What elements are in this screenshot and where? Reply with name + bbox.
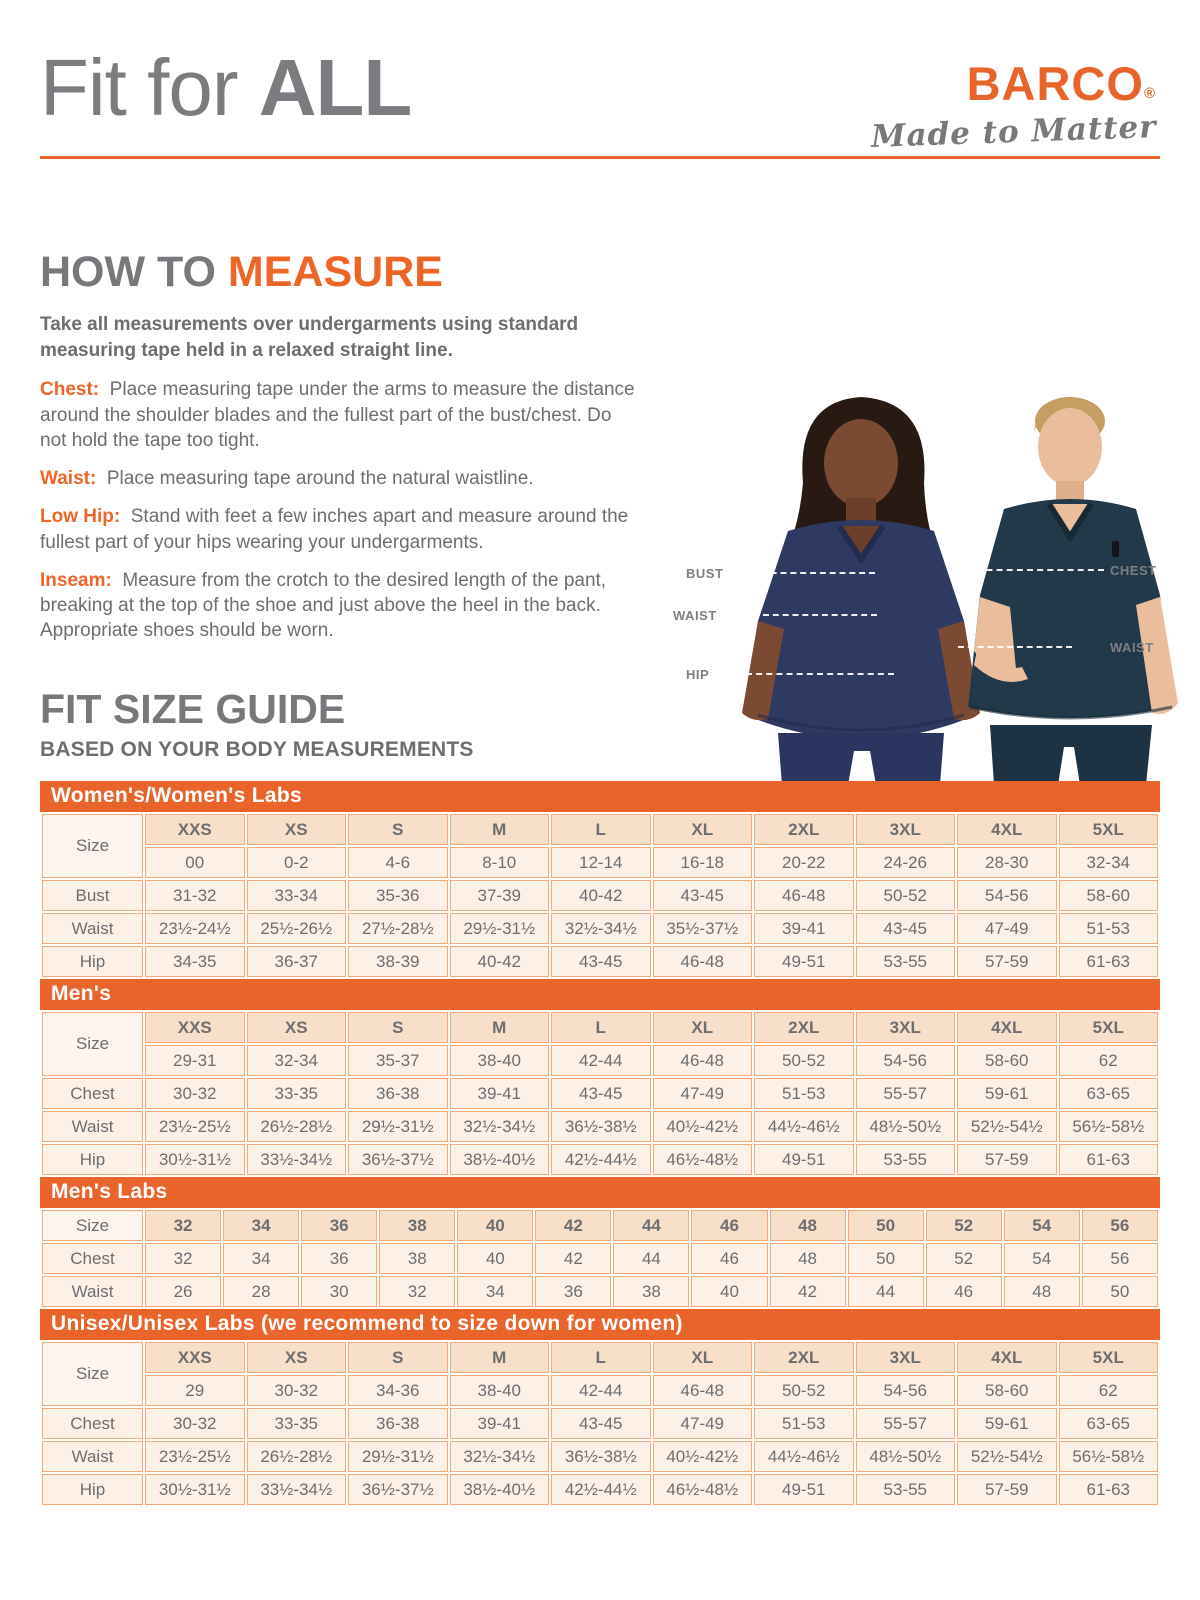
measurement-cell: 36½-38½ <box>551 1111 651 1142</box>
measure-item-label: Low Hip: <box>40 506 121 528</box>
measure-item-text: Place measuring tape around the natural waistline. <box>96 468 534 490</box>
row-label-cell: Waist <box>42 1276 143 1307</box>
measure-row-chest <box>42 1243 1158 1274</box>
size-letter-cell: 34 <box>223 1210 299 1241</box>
fit-size-guide-subheading: BASED ON YOUR BODY MEASUREMENTS <box>40 738 474 761</box>
measurement-cell: 34 <box>457 1276 533 1307</box>
size-number-cell: 32-34 <box>247 1045 347 1076</box>
measure-item <box>40 377 635 453</box>
measurement-cell: 46½-48½ <box>653 1474 753 1505</box>
size-letter-cell: 5XL <box>1059 814 1159 845</box>
measurement-cell: 40 <box>457 1243 533 1274</box>
size-letter-cell: 38 <box>379 1210 455 1241</box>
measurement-cell: 33-34 <box>247 880 347 911</box>
size-letter-cell: XS <box>247 1342 347 1373</box>
size-letter-cell: 4XL <box>957 1012 1057 1043</box>
measurement-cell: 46 <box>691 1243 767 1274</box>
hip-measure-line <box>746 673 894 675</box>
size-letter-cell: 44 <box>613 1210 689 1241</box>
brand-name <box>871 57 1156 110</box>
measurement-cell: 23½-24½ <box>145 913 245 944</box>
measurement-cell: 57-59 <box>957 1474 1057 1505</box>
measure-item-text: Stand with feet a few inches apart and measure around the fullest part of your hips wearing your undergarments. <box>40 506 629 553</box>
size-letter-cell: 3XL <box>856 814 956 845</box>
size-letter-cell: 5XL <box>1059 1342 1159 1373</box>
measurement-cell: 46-48 <box>754 880 854 911</box>
measurement-cell: 26 <box>145 1276 221 1307</box>
measure-row-chest <box>42 1408 1158 1439</box>
measurement-cell: 63-65 <box>1059 1078 1159 1109</box>
measurement-cell: 38½-40½ <box>450 1474 550 1505</box>
row-label-cell: Waist <box>42 1441 143 1472</box>
table-banner-1: Men's <box>40 979 1160 1010</box>
measure-row-waist <box>42 913 1158 944</box>
size-number-cell: 54-56 <box>856 1375 956 1406</box>
size-number-cell: 00 <box>145 847 245 878</box>
row-label-cell: Waist <box>42 913 143 944</box>
measurement-cell: 29½-31½ <box>348 1111 448 1142</box>
measurement-cell: 40½-42½ <box>653 1111 753 1142</box>
waist-right-label: WAIST <box>1110 640 1154 655</box>
chest-label: CHEST <box>1110 563 1157 578</box>
how-to-measure-heading-orange: MEASURE <box>227 248 443 296</box>
size-number-cell: 0-2 <box>247 847 347 878</box>
measurement-cell: 23½-25½ <box>145 1441 245 1472</box>
measurement-cell: 36-38 <box>348 1408 448 1439</box>
table-banner-0: Women's/Women's Labs <box>40 781 1160 812</box>
size-number-cell: 34-36 <box>348 1375 448 1406</box>
size-corner-cell: Size <box>42 814 143 878</box>
size-letter-cell: 40 <box>457 1210 533 1241</box>
size-number-cell: 58-60 <box>957 1375 1057 1406</box>
measurement-cell: 50 <box>1082 1276 1158 1307</box>
measurement-cell: 36½-37½ <box>348 1144 448 1175</box>
size-header-row <box>42 1342 1158 1373</box>
measurement-cell: 54 <box>1004 1243 1080 1274</box>
size-table-0 <box>40 812 1160 979</box>
measurement-cell: 55-57 <box>856 1408 956 1439</box>
measurement-cell: 53-55 <box>856 946 956 977</box>
measurement-cell: 50-52 <box>856 880 956 911</box>
measurement-cell: 38½-40½ <box>450 1144 550 1175</box>
size-corner-cell: Size <box>42 1012 143 1076</box>
size-letter-cell: 50 <box>848 1210 924 1241</box>
size-letter-cell: 54 <box>1004 1210 1080 1241</box>
size-letter-cell: XL <box>653 1012 753 1043</box>
measurement-cell: 44½-46½ <box>754 1111 854 1142</box>
measurement-cell: 23½-25½ <box>145 1111 245 1142</box>
row-label-cell: Hip <box>42 1474 143 1505</box>
measurement-cell: 48½-50½ <box>856 1441 956 1472</box>
measurement-cell: 48½-50½ <box>856 1111 956 1142</box>
row-label-cell: Waist <box>42 1111 143 1142</box>
measurement-cell: 56 <box>1082 1243 1158 1274</box>
size-number-row <box>42 1375 1158 1406</box>
size-letter-cell: 2XL <box>754 814 854 845</box>
measurement-cell: 49-51 <box>754 946 854 977</box>
measurement-cell: 42½-44½ <box>551 1144 651 1175</box>
measure-items-list <box>40 377 635 643</box>
size-number-cell: 30-32 <box>247 1375 347 1406</box>
row-label-cell: Bust <box>42 880 143 911</box>
brand-wordmark: BARCO <box>966 57 1144 110</box>
how-to-measure-heading <box>40 248 443 297</box>
bust-label: BUST <box>686 566 724 581</box>
measurement-cell: 33½-34½ <box>247 1474 347 1505</box>
measure-row-hip <box>42 946 1158 977</box>
measurement-cell: 40-42 <box>450 946 550 977</box>
measurement-cell: 30-32 <box>145 1408 245 1439</box>
measurement-cell: 48 <box>770 1243 846 1274</box>
size-number-cell: 16-18 <box>653 847 753 878</box>
measurement-cell: 32½-34½ <box>551 913 651 944</box>
measurement-cell: 46 <box>926 1276 1002 1307</box>
measurement-cell: 59-61 <box>957 1078 1057 1109</box>
measure-item <box>40 568 635 644</box>
man-model <box>968 397 1178 785</box>
measurement-cell: 55-57 <box>856 1078 956 1109</box>
measurement-cell: 43-45 <box>551 1078 651 1109</box>
measurement-cell: 40½-42½ <box>653 1441 753 1472</box>
size-number-cell: 28-30 <box>957 847 1057 878</box>
size-letter-cell: 4XL <box>957 814 1057 845</box>
size-letter-cell: L <box>551 1012 651 1043</box>
waist-left-measure-line <box>763 614 877 616</box>
measurement-cell: 28 <box>223 1276 299 1307</box>
size-letter-cell: S <box>348 814 448 845</box>
measurement-cell: 25½-26½ <box>247 913 347 944</box>
table-banner-3: Unisex/Unisex Labs (we recommend to size down for women) <box>40 1309 1160 1340</box>
measure-item-text: Measure from the crotch to the desired length of the pant, breaking at the top of the shoe and just above the heel in the back. Appropriate shoes should be worn. <box>40 569 607 642</box>
measurement-cell: 35½-37½ <box>653 913 753 944</box>
row-label-cell: Hip <box>42 1144 143 1175</box>
measurement-cell: 31-32 <box>145 880 245 911</box>
measurement-cell: 56½-58½ <box>1059 1441 1159 1472</box>
measurement-cell: 44 <box>848 1276 924 1307</box>
measurement-cell: 36-37 <box>247 946 347 977</box>
size-letter-cell: M <box>450 1012 550 1043</box>
how-to-measure-heading-gray: HOW TO <box>40 248 228 296</box>
size-letter-cell: 4XL <box>957 1342 1057 1373</box>
measurement-cell: 33-35 <box>247 1408 347 1439</box>
size-letter-cell: 42 <box>535 1210 611 1241</box>
size-corner-cell: Size <box>42 1210 143 1241</box>
measure-row-waist <box>42 1441 1158 1472</box>
measure-row-waist <box>42 1276 1158 1307</box>
measurement-cell: 36-38 <box>348 1078 448 1109</box>
measurement-cell: 36½-37½ <box>348 1474 448 1505</box>
size-letter-cell: 3XL <box>856 1342 956 1373</box>
size-letter-cell: XXS <box>145 1012 245 1043</box>
header-divider-rule <box>40 156 1160 159</box>
size-corner-cell: Size <box>42 1342 143 1406</box>
how-to-measure-body <box>40 312 635 657</box>
measure-item <box>40 466 635 491</box>
size-letter-cell: 32 <box>145 1210 221 1241</box>
measurement-cell: 47-49 <box>653 1078 753 1109</box>
measurement-cell: 44½-46½ <box>754 1441 854 1472</box>
size-letter-cell: XL <box>653 1342 753 1373</box>
measure-row-bust <box>42 880 1158 911</box>
size-letter-cell: 2XL <box>754 1342 854 1373</box>
measurement-cell: 52½-54½ <box>957 1111 1057 1142</box>
measurement-cell: 39-41 <box>450 1078 550 1109</box>
measurement-cell: 43-45 <box>856 913 956 944</box>
measurement-cell: 47-49 <box>653 1408 753 1439</box>
measurement-cell: 36 <box>301 1243 377 1274</box>
measurement-cell: 49-51 <box>754 1474 854 1505</box>
measurement-cell: 47-49 <box>957 913 1057 944</box>
size-number-cell: 29-31 <box>145 1045 245 1076</box>
measurement-cell: 48 <box>1004 1276 1080 1307</box>
hip-label: HIP <box>686 667 710 682</box>
size-number-cell: 12-14 <box>551 847 651 878</box>
size-letter-cell: 2XL <box>754 1012 854 1043</box>
row-label-cell: Chest <box>42 1078 143 1109</box>
measurement-cell: 30-32 <box>145 1078 245 1109</box>
measure-row-chest <box>42 1078 1158 1109</box>
size-number-cell: 50-52 <box>754 1045 854 1076</box>
measurement-cell: 54-56 <box>957 880 1057 911</box>
size-number-cell: 8-10 <box>450 847 550 878</box>
size-number-cell: 42-44 <box>551 1375 651 1406</box>
measurement-cell: 43-45 <box>551 1408 651 1439</box>
size-number-cell: 38-40 <box>450 1375 550 1406</box>
size-number-cell: 46-48 <box>653 1375 753 1406</box>
measurement-cell: 32½-34½ <box>450 1441 550 1472</box>
size-number-cell: 35-37 <box>348 1045 448 1076</box>
size-table-1 <box>40 1010 1160 1177</box>
measurement-cell: 29½-31½ <box>348 1441 448 1472</box>
measurement-cell: 51-53 <box>1059 913 1159 944</box>
measurement-cell: 43-45 <box>551 946 651 977</box>
measurement-cell: 42 <box>770 1276 846 1307</box>
size-letter-cell: XS <box>247 814 347 845</box>
measurement-cell: 30 <box>301 1276 377 1307</box>
measurement-cell: 38 <box>613 1276 689 1307</box>
measurement-cell: 51-53 <box>754 1078 854 1109</box>
fit-size-guide-heading: FIT SIZE GUIDE <box>40 686 346 732</box>
measurement-cell: 40-42 <box>551 880 651 911</box>
measurement-cell: 61-63 <box>1059 1474 1159 1505</box>
measurement-cell: 53-55 <box>856 1144 956 1175</box>
measurement-cell: 35-36 <box>348 880 448 911</box>
brand-tagline: Made to Matter <box>870 109 1157 155</box>
table-banner-2: Men's Labs <box>40 1177 1160 1208</box>
measurement-cell: 57-59 <box>957 946 1057 977</box>
size-letter-cell: XXS <box>145 1342 245 1373</box>
size-number-cell: 29 <box>145 1375 245 1406</box>
measurement-cell: 33-35 <box>247 1078 347 1109</box>
measure-intro: Take all measurements over undergarments using standard measuring tape held in a relaxed straight line. <box>40 314 579 361</box>
measurement-cell: 39-41 <box>754 913 854 944</box>
title-space <box>237 43 258 132</box>
size-header-row <box>42 1210 1158 1241</box>
size-letter-cell: 56 <box>1082 1210 1158 1241</box>
measurement-cell: 40 <box>691 1276 767 1307</box>
size-letter-cell: L <box>551 814 651 845</box>
size-number-row <box>42 847 1158 878</box>
measure-item-label: Chest: <box>40 379 100 401</box>
measurement-cell: 38 <box>379 1243 455 1274</box>
brand-logo <box>870 57 1157 155</box>
page-title-bold: ALL <box>258 43 412 132</box>
measurement-cell: 46½-48½ <box>653 1144 753 1175</box>
size-number-cell: 24-26 <box>856 847 956 878</box>
size-letter-cell: S <box>348 1012 448 1043</box>
measurement-cell: 53-55 <box>856 1474 956 1505</box>
measurement-cell: 46-48 <box>653 946 753 977</box>
size-number-cell: 46-48 <box>653 1045 753 1076</box>
size-number-row <box>42 1045 1158 1076</box>
measurement-cell: 44 <box>613 1243 689 1274</box>
waist-left-label: WAIST <box>673 608 717 623</box>
measurement-cell: 39-41 <box>450 1408 550 1439</box>
measurement-cell: 29½-31½ <box>450 913 550 944</box>
measurement-cell: 32 <box>145 1243 221 1274</box>
size-number-cell: 4-6 <box>348 847 448 878</box>
size-number-cell: 62 <box>1059 1375 1159 1406</box>
measurement-cell: 61-63 <box>1059 1144 1159 1175</box>
page-title-light: Fit for <box>40 43 238 132</box>
measurement-cell: 56½-58½ <box>1059 1111 1159 1142</box>
measurement-cell: 42 <box>535 1243 611 1274</box>
size-letter-cell: 5XL <box>1059 1012 1159 1043</box>
measure-row-waist <box>42 1111 1158 1142</box>
measure-item-text: Place measuring tape under the arms to measure the distance around the shoulder blades and the fullest part of the bust/chest. Do not hold the tape too tight. <box>40 379 635 451</box>
measurement-cell: 37-39 <box>450 880 550 911</box>
size-number-cell: 58-60 <box>957 1045 1057 1076</box>
measurement-cell: 30½-31½ <box>145 1474 245 1505</box>
woman-model <box>742 397 980 785</box>
bust-measure-line <box>751 572 875 574</box>
measurement-cell: 42½-44½ <box>551 1474 651 1505</box>
scrubs-models-illustration <box>618 383 1200 785</box>
measure-row-hip <box>42 1144 1158 1175</box>
measurement-cell: 36 <box>535 1276 611 1307</box>
size-letter-cell: L <box>551 1342 651 1373</box>
size-number-cell: 38-40 <box>450 1045 550 1076</box>
size-letter-cell: XS <box>247 1012 347 1043</box>
measurement-cell: 59-61 <box>957 1408 1057 1439</box>
size-letter-cell: XL <box>653 814 753 845</box>
measurement-cell: 51-53 <box>754 1408 854 1439</box>
size-number-cell: 62 <box>1059 1045 1159 1076</box>
measurement-cell: 58-60 <box>1059 880 1159 911</box>
size-letter-cell: M <box>450 1342 550 1373</box>
measure-item-label: Waist: <box>40 468 97 490</box>
registered-mark: ® <box>1143 85 1156 102</box>
models-photo <box>618 383 1200 785</box>
size-letter-cell: XXS <box>145 814 245 845</box>
measurement-cell: 26½-28½ <box>247 1111 347 1142</box>
size-letter-cell: 46 <box>691 1210 767 1241</box>
size-number-cell: 20-22 <box>754 847 854 878</box>
waist-right-measure-line <box>958 646 1072 648</box>
size-header-row <box>42 814 1158 845</box>
measurement-cell: 34 <box>223 1243 299 1274</box>
measurement-cell: 63-65 <box>1059 1408 1159 1439</box>
size-number-cell: 32-34 <box>1059 847 1159 878</box>
row-label-cell: Chest <box>42 1408 143 1439</box>
measurement-cell: 57-59 <box>957 1144 1057 1175</box>
measurement-cell: 49-51 <box>754 1144 854 1175</box>
size-letter-cell: 48 <box>770 1210 846 1241</box>
measurement-cell: 26½-28½ <box>247 1441 347 1472</box>
measurement-cell: 30½-31½ <box>145 1144 245 1175</box>
size-letter-cell: M <box>450 814 550 845</box>
measurement-cell: 52½-54½ <box>957 1441 1057 1472</box>
measurement-cell: 32½-34½ <box>450 1111 550 1142</box>
measurement-cell: 61-63 <box>1059 946 1159 977</box>
measure-row-hip <box>42 1474 1158 1505</box>
measurement-cell: 33½-34½ <box>247 1144 347 1175</box>
measurement-cell: 43-45 <box>653 880 753 911</box>
size-number-cell: 42-44 <box>551 1045 651 1076</box>
size-letter-cell: 3XL <box>856 1012 956 1043</box>
row-label-cell: Hip <box>42 946 143 977</box>
size-table-2 <box>40 1208 1160 1309</box>
size-number-cell: 50-52 <box>754 1375 854 1406</box>
measure-item <box>40 504 635 555</box>
row-label-cell: Chest <box>42 1243 143 1274</box>
size-letter-cell: 52 <box>926 1210 1002 1241</box>
measurement-cell: 32 <box>379 1276 455 1307</box>
size-table-3 <box>40 1340 1160 1507</box>
size-letter-cell: 36 <box>301 1210 377 1241</box>
measurement-cell: 52 <box>926 1243 1002 1274</box>
measurement-cell: 34-35 <box>145 946 245 977</box>
size-tables <box>40 781 1160 1507</box>
measurement-cell: 38-39 <box>348 946 448 977</box>
size-letter-cell: S <box>348 1342 448 1373</box>
chest-measure-line <box>956 569 1104 571</box>
measure-item-label: Inseam: <box>40 569 112 591</box>
size-number-cell: 54-56 <box>856 1045 956 1076</box>
page-title <box>40 43 412 132</box>
size-header-row <box>42 1012 1158 1043</box>
measurement-cell: 27½-28½ <box>348 913 448 944</box>
measurement-cell: 36½-38½ <box>551 1441 651 1472</box>
measurement-cell: 50 <box>848 1243 924 1274</box>
